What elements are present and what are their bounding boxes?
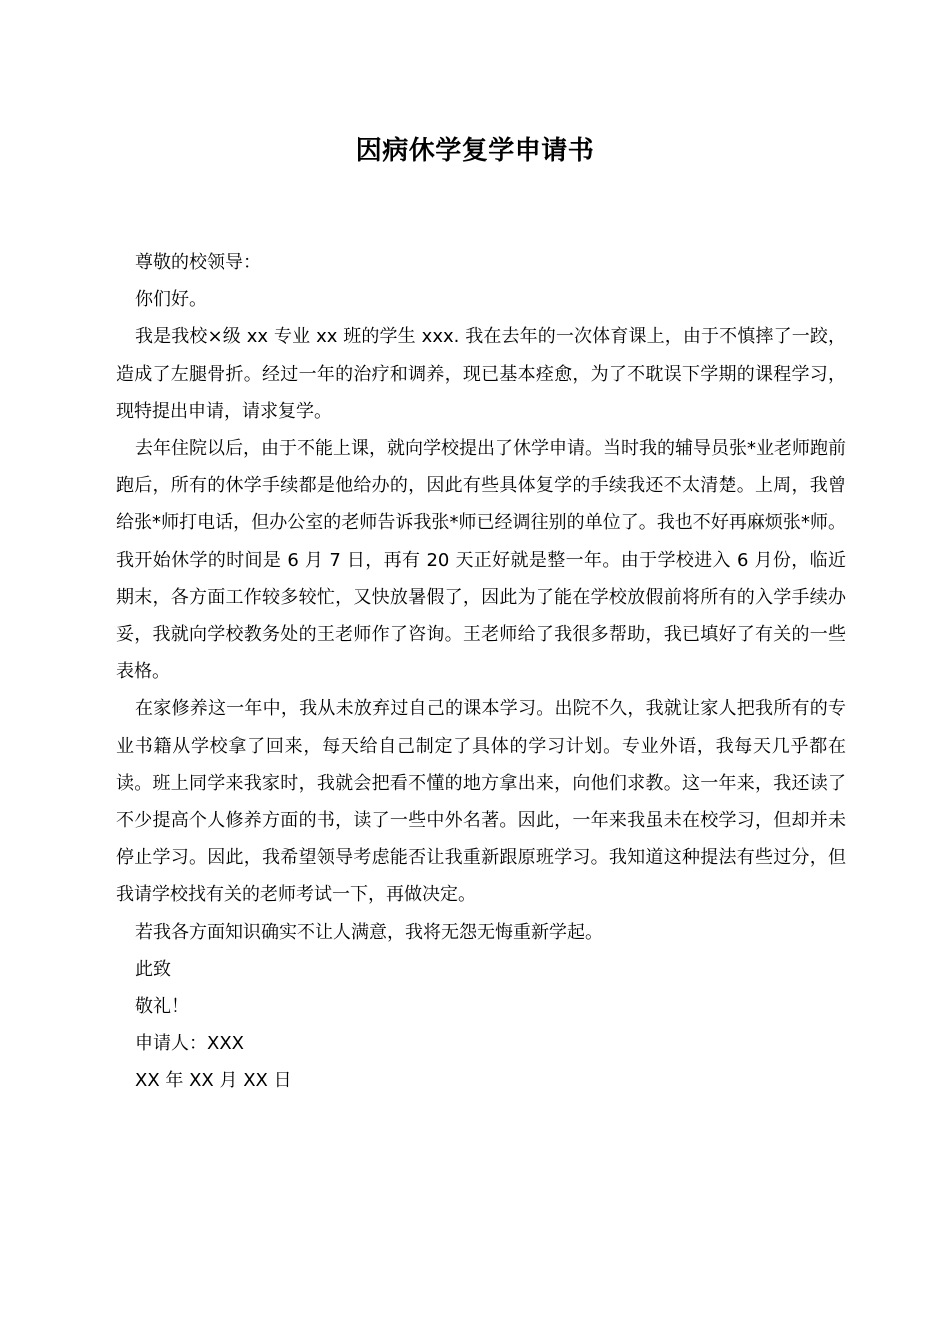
closing: 此致 [135,958,171,980]
date-line: XX 年 XX 月 XX 日 [135,1070,292,1092]
paragraph-3: 在家修养这一年中，我从未放弃过自己的课本学习。出院不久，我就让家人把我所有的专业书籍从学校拿了回来，每天给自己制定了具体的学习计划。专业外语，我每天几乎都在读。班上同学来我家时，我就会把看不懂的地方拿出来，向他们求教。这一年来，我还读了不少提高个人修养方面的书，读了一些中外名著。因此，一年来我虽未在校学习，但却并未停止学习。因此，我希望领导考虑能否让我重新跟原班学习。我知道这种提法有些过分，但我请学校找有关的老师考试一下，再做决定。 [116,698,846,906]
applicant-signature: 申请人：XXX [135,1033,244,1055]
salutation: 尊敬的校领导： [135,252,261,273]
paragraph-1: 我是我校×级 xx 专业 xx 班的学生 xxx. 我在去年的一次体育课上，由于不慎摔了一跤，造成了左腿骨折。经过一年的治疗和调养，现已基本痊愈，为了不耽误下学期的课程学习，现特提出申请，请求复学。 [116,326,846,422]
regards: 敬礼！ [135,996,189,1018]
greeting: 你们好。 [135,289,207,311]
letter-body [116,244,846,1100]
paragraph-4: 若我各方面知识确实不让人满意，我将无怨无悔重新学起。 [135,921,603,943]
document-title: 因病休学复学申请书 [355,136,595,166]
paragraph-2: 去年住院以后，由于不能上课，就向学校提出了休学申请。当时我的辅导员张*业老师跑前跑后，所有的休学手续都是他给办的，因此有些具体复学的手续我还不太清楚。上周，我曾给张*师打电话，但办公室的老师告诉我张*师已经调往别的单位了。我也不好再麻烦张*师。我开始休学的时间是 6 月 7 日，再有 20 天正好就是整一年。由于学校进入 6 月份，临近期末，各方面工作较多较忙，又快放暑假了，因此为了能在学校放假前将所有的入学手续办妥，我就向学校教务处的王老师作了咨询。王老师给了我很多帮助，我已填好了有关的一些表格。 [116,438,846,683]
